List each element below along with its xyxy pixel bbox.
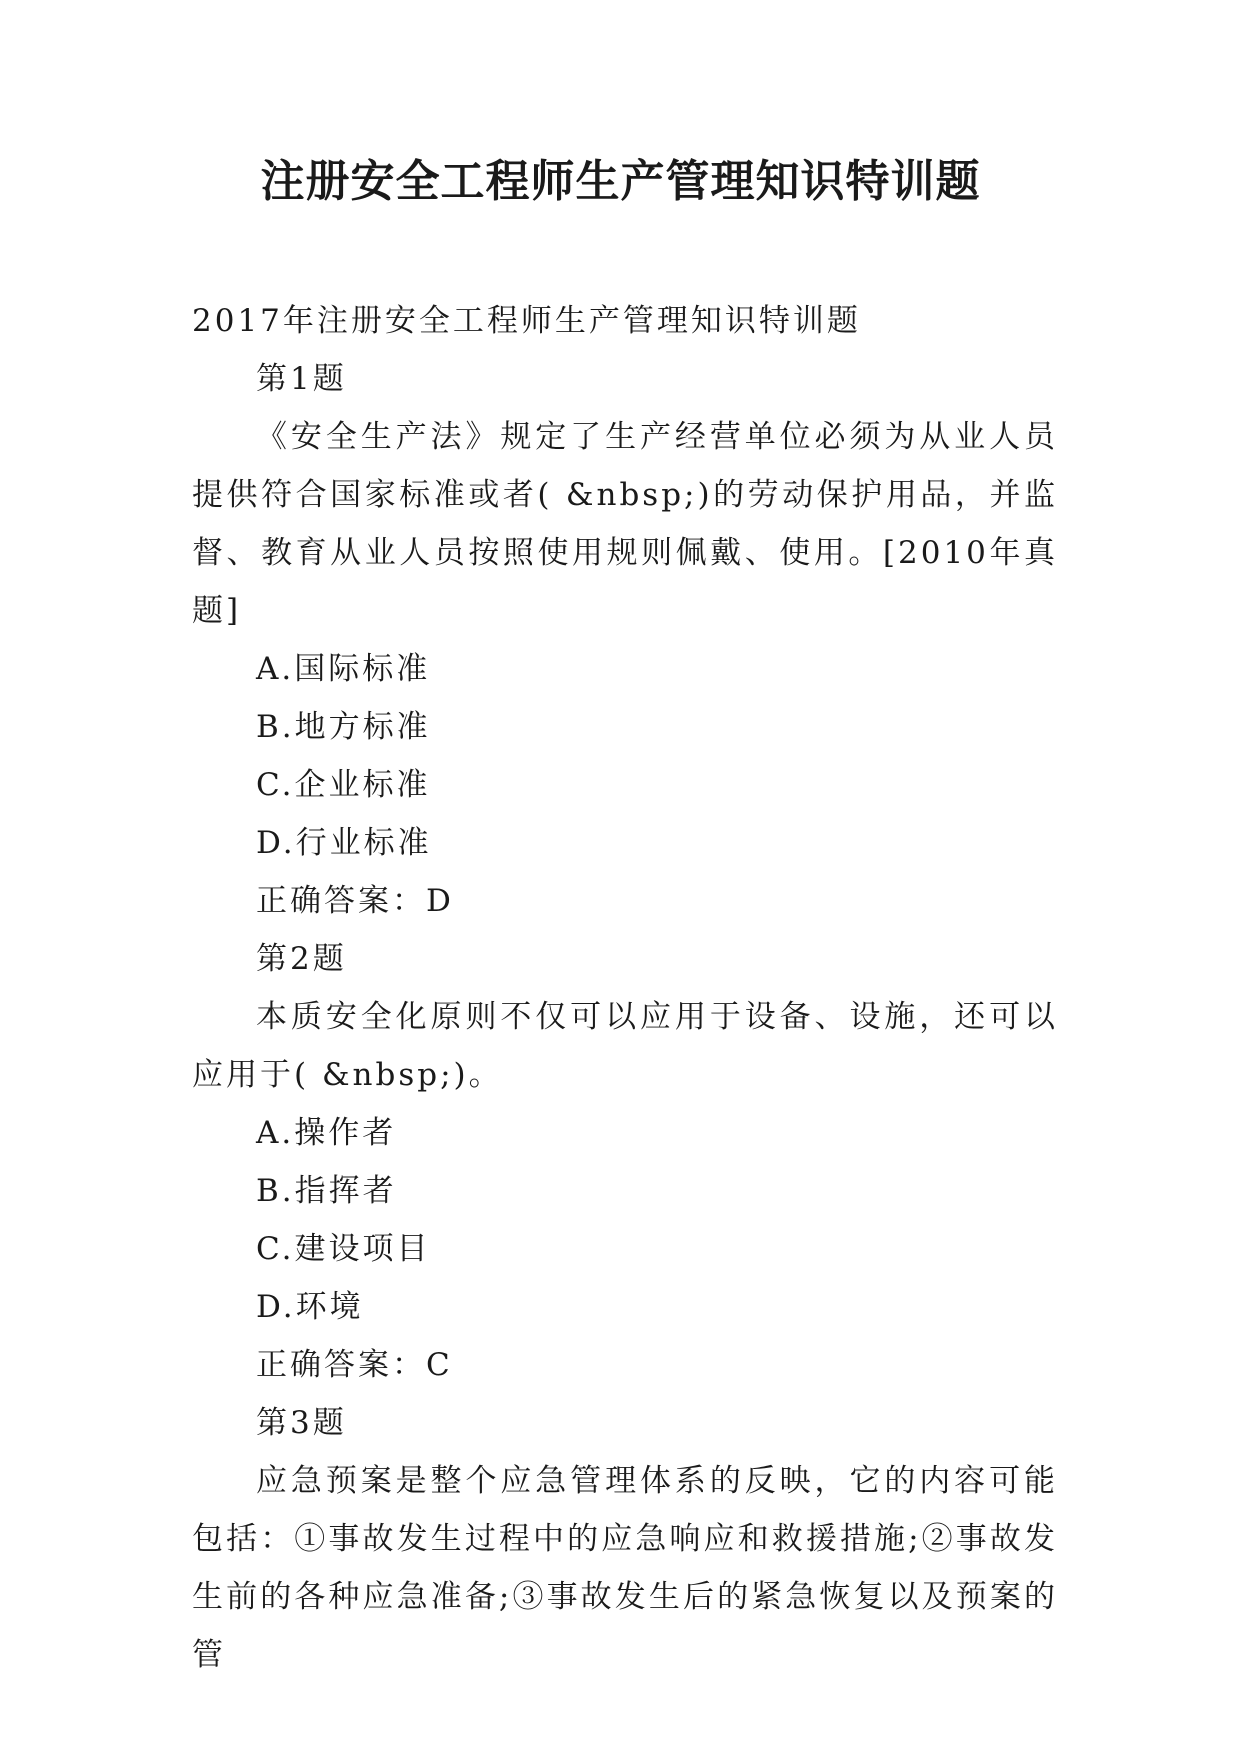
question-number: 第2题 bbox=[256, 941, 347, 977]
question-1 bbox=[192, 350, 1058, 930]
option-c: C.建设项目 bbox=[256, 1231, 431, 1267]
answer: 正确答案：D bbox=[256, 883, 454, 919]
question-stem: 《安全生产法》规定了生产经营单位必须为从业人员提供符合国家标准或者( &nbsp;)的劳动保护用品，并监督、教育从业人员按照使用规则佩戴、使用。[2010年真题] bbox=[192, 419, 1058, 629]
option-a: A.国际标准 bbox=[256, 651, 431, 687]
option-a: A.操作者 bbox=[256, 1115, 397, 1151]
document-body bbox=[192, 292, 1058, 1684]
option-c: C.企业标准 bbox=[256, 767, 431, 803]
document-subtitle: 2017年注册安全工程师生产管理知识特训题 bbox=[192, 303, 861, 339]
question-number: 第1题 bbox=[256, 361, 347, 397]
option-b: B.地方标准 bbox=[256, 709, 431, 745]
question-number: 第3题 bbox=[256, 1405, 347, 1441]
answer: 正确答案：C bbox=[256, 1347, 453, 1383]
option-d: D.环境 bbox=[256, 1289, 364, 1325]
question-stem: 应急预案是整个应急管理体系的反映，它的内容可能包括：①事故发生过程中的应急响应和救援措施;②事故发生前的各种应急准备;③事故发生后的紧急恢复以及预案的管 bbox=[192, 1463, 1058, 1673]
question-stem: 本质安全化原则不仅可以应用于设备、设施，还可以应用于( &nbsp;)。 bbox=[192, 999, 1058, 1093]
document-title: 注册安全工程师生产管理知识特训题 bbox=[260, 156, 981, 207]
question-3 bbox=[192, 1394, 1058, 1684]
option-b: B.指挥者 bbox=[256, 1173, 397, 1209]
option-d: D.行业标准 bbox=[256, 825, 432, 861]
question-2 bbox=[192, 930, 1058, 1394]
